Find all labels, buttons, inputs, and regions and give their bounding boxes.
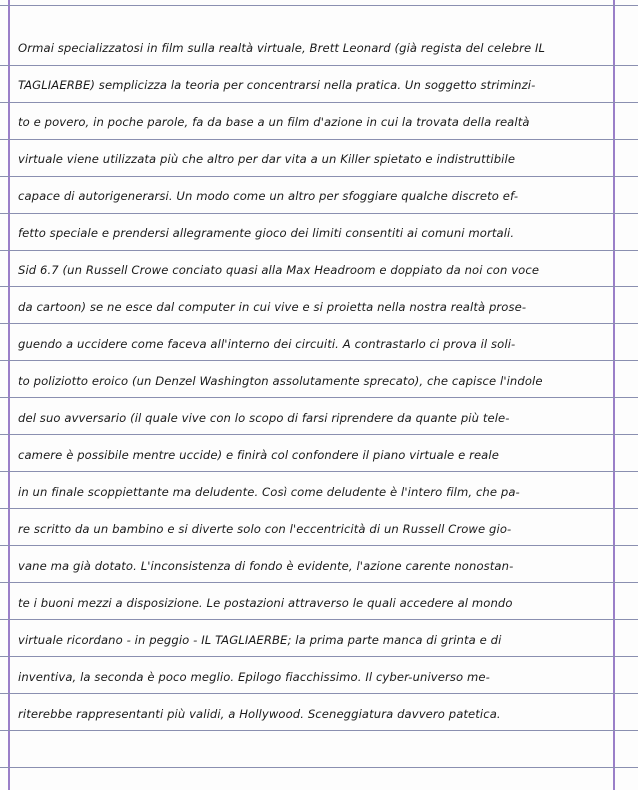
ruled-line [0, 176, 638, 177]
ruled-line [0, 139, 638, 140]
text-line: TAGLIAERBE) semplicizza la teoria per concentrarsi nella pratica. Un soggetto striminzi- [18, 78, 536, 92]
ruled-line [0, 397, 638, 398]
text-line: to poliziotto eroico (un Denzel Washington assolutamente sprecato), che capisce l'indole [18, 374, 543, 388]
ruled-line [0, 5, 638, 6]
text-line: virtuale ricordano - in peggio - IL TAGLIAERBE; la prima parte manca di grinta e di [18, 633, 502, 647]
ruled-line [0, 65, 638, 66]
text-line: fetto speciale e prendersi allegramente gioco dei limiti consentiti ai comuni mortali. [18, 226, 515, 240]
text-line: re scritto da un bambino e si diverte solo con l'eccentricità di un Russell Crowe gio- [18, 522, 512, 536]
text-line: Sid 6.7 (un Russell Crowe conciato quasi alla Max Headroom e doppiato da noi con voce [18, 263, 540, 277]
ruled-line [0, 471, 638, 472]
text-line: vane ma già dotato. L'inconsistenza di fondo è evidente, l'azione carente nonostan- [18, 559, 514, 573]
text-line: virtuale viene utilizzata più che altro per dar vita a un Killer spietato e indistruttibile [18, 152, 516, 166]
ruled-line [0, 767, 638, 768]
ruled-line [0, 693, 638, 694]
text-line: in un finale scoppiettante ma deludente. Così come deludente è l'intero film, che pa- [18, 485, 520, 499]
right-margin-line [613, 0, 615, 790]
ruled-line [0, 434, 638, 435]
text-line: capace di autorigenerarsi. Un modo come un altro per sfoggiare qualche discreto ef- [18, 189, 519, 203]
ruled-line [0, 323, 638, 324]
text-line: guendo a uccidere come faceva all'interno dei circuiti. A contrastarlo ci prova il soli- [18, 337, 516, 351]
ruled-line [0, 102, 638, 103]
ruled-line [0, 508, 638, 509]
ruled-line [0, 730, 638, 731]
text-line: Ormai specializzatosi in film sulla realtà virtuale, Brett Leonard (già regista del celebre IL [18, 41, 546, 55]
text-line: to e povero, in poche parole, fa da base a un film d'azione in cui la trovata della realtà [18, 115, 530, 129]
ruled-line [0, 582, 638, 583]
text-line: da cartoon) se ne esce dal computer in cui vive e si proietta nella nostra realtà prose- [18, 300, 527, 314]
text-line: inventiva, la seconda è poco meglio. Epilogo fiacchissimo. Il cyber-universo me- [18, 670, 490, 684]
ruled-line [0, 619, 638, 620]
text-line: riterebbe rappresentanti più validi, a Hollywood. Sceneggiatura davvero patetica. [18, 707, 501, 721]
text-line: camere è possibile mentre uccide) e finirà col confondere il piano virtuale e reale [18, 448, 499, 462]
left-margin-line [8, 0, 10, 790]
ruled-line [0, 213, 638, 214]
ruled-line [0, 250, 638, 251]
ruled-line [0, 360, 638, 361]
ruled-line [0, 545, 638, 546]
text-line: te i buoni mezzi a disposizione. Le postazioni attraverso le quali accedere al mondo [18, 596, 513, 610]
ruled-line [0, 656, 638, 657]
text-line: del suo avversario (il quale vive con lo scopo di farsi riprendere da quante più tele- [18, 411, 510, 425]
ruled-line [0, 286, 638, 287]
